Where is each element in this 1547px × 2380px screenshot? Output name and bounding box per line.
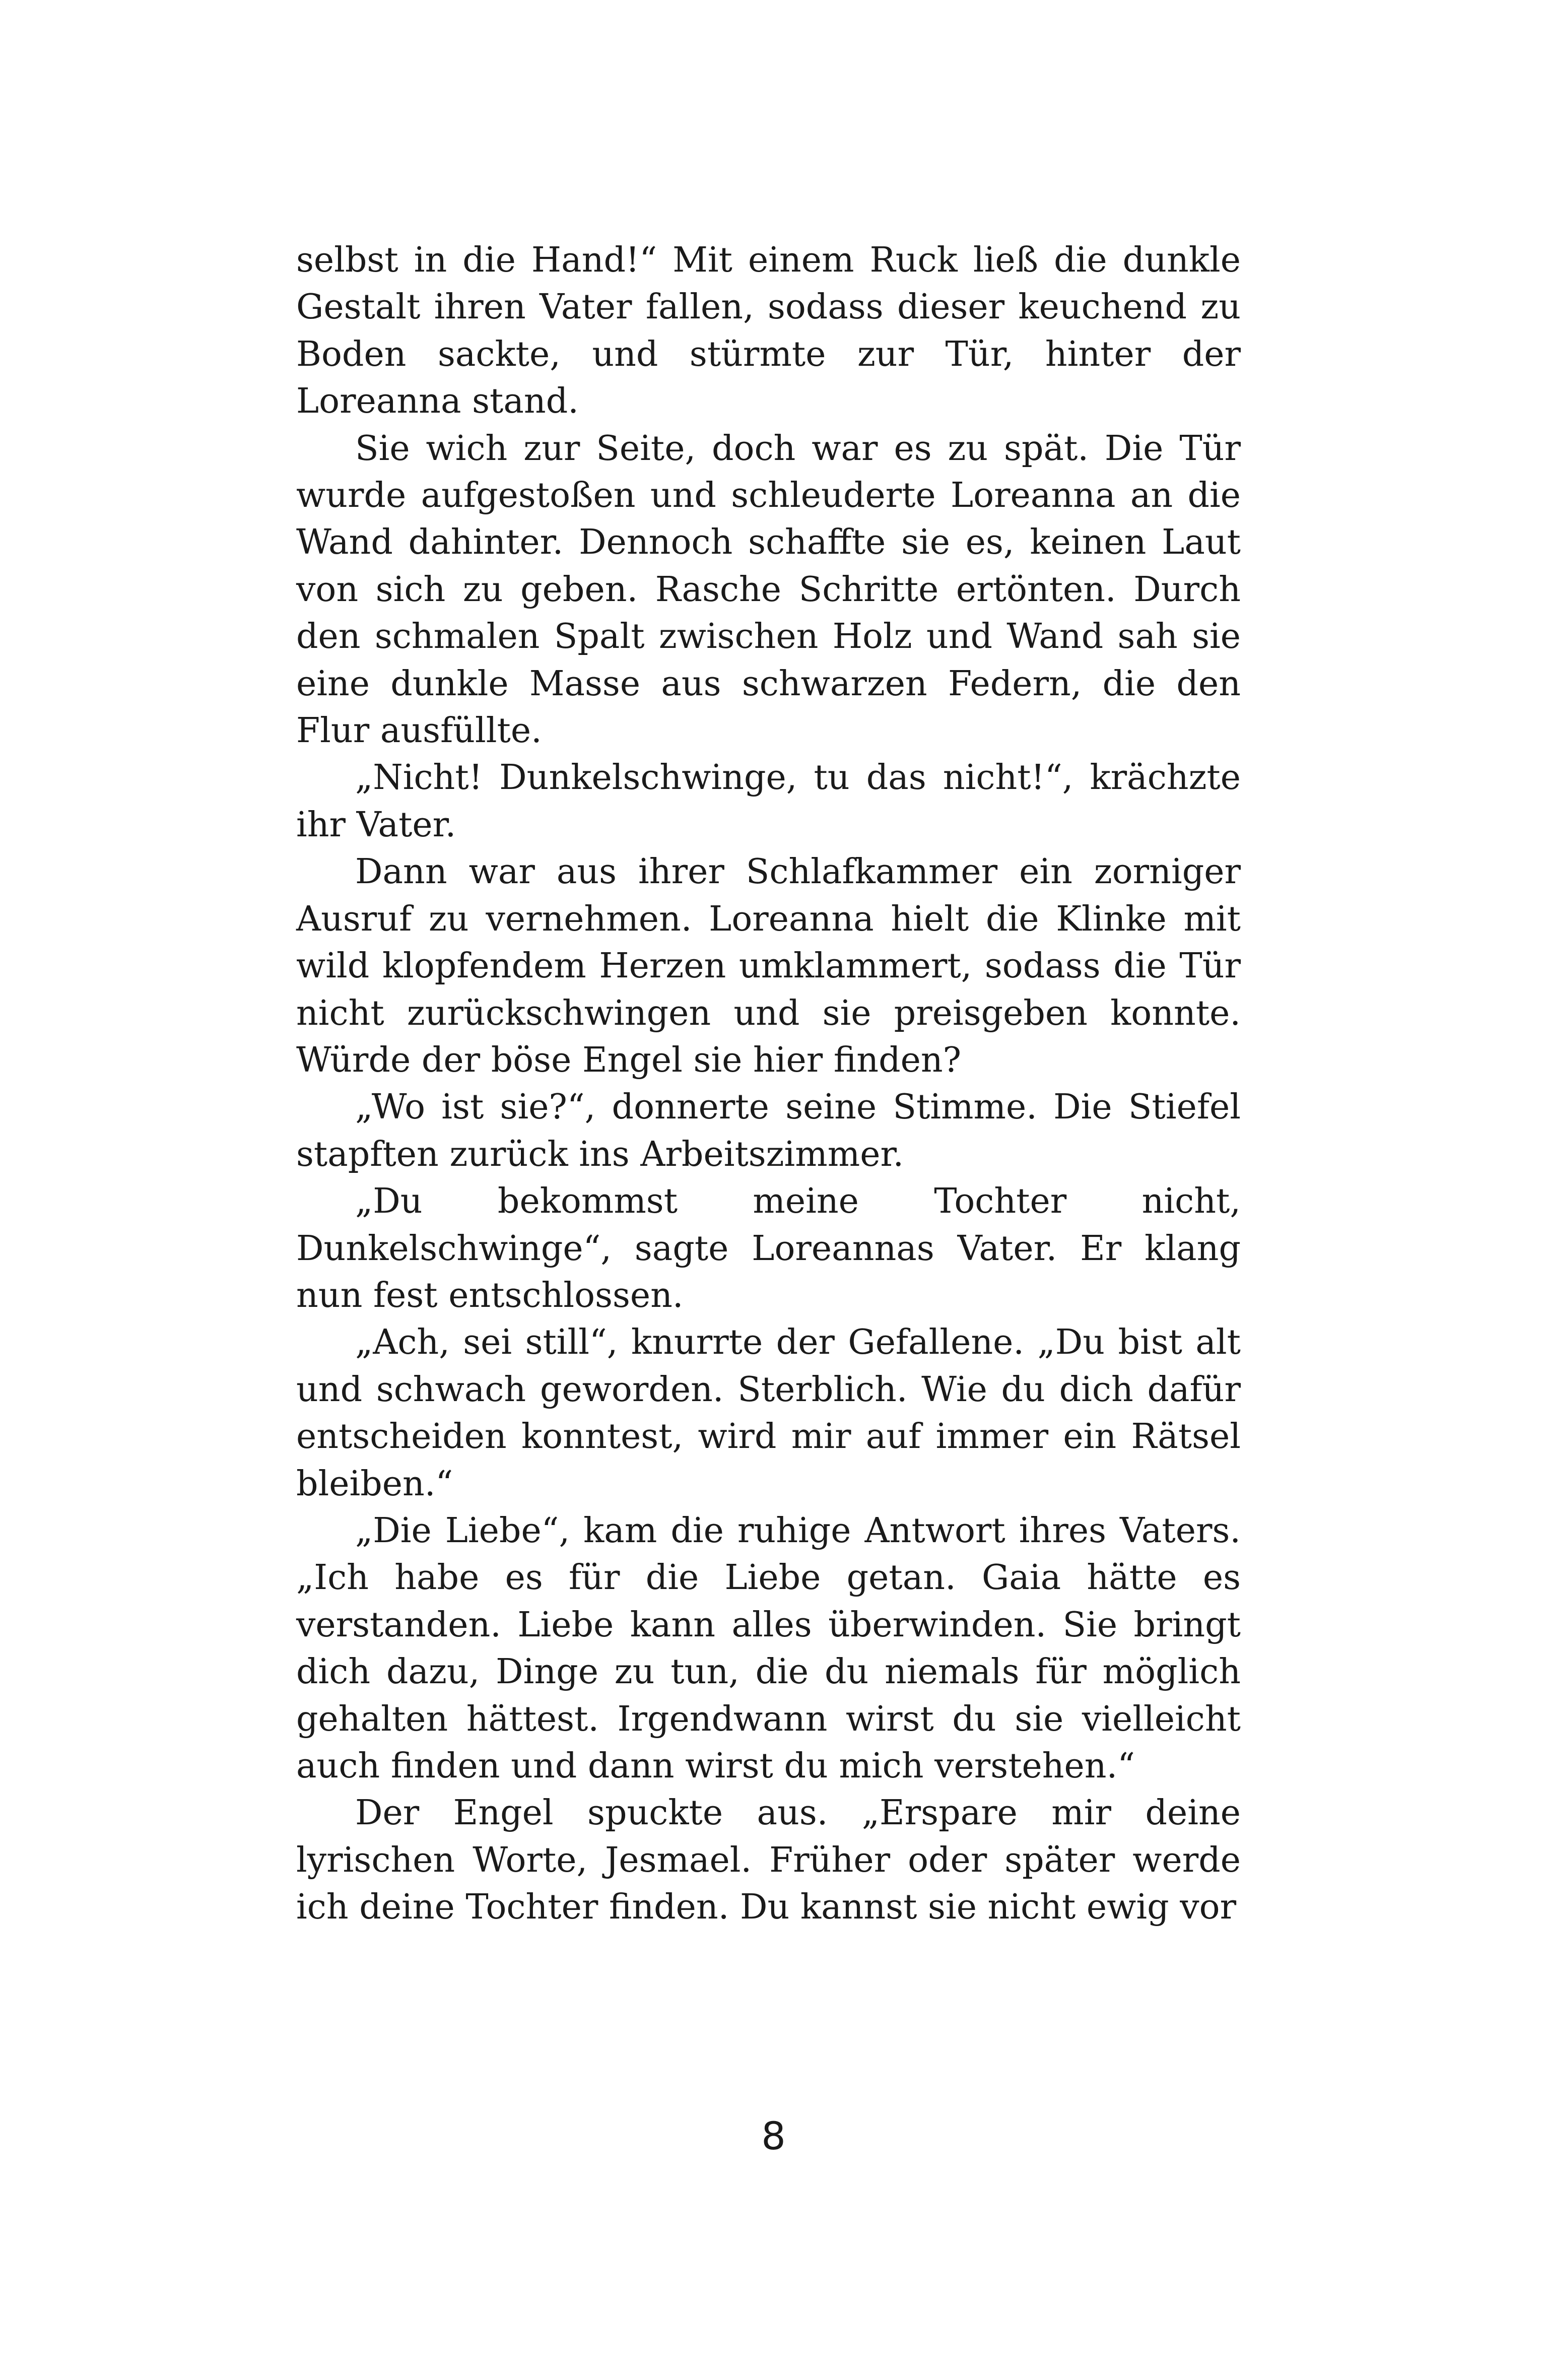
paragraph: Der Engel spuckte aus. „Erspare mir deine lyrischen Worte, Jesmael. Früher oder später werde ich deine Tochter finden. Du kannst sie nicht ewig vor [296,1793,1241,1928]
paragraph: Dann war aus ihrer Schlafkammer ein zorniger Ausruf zu vernehmen. Loreanna hielt die Klinke mit wild klopfendem Herzen umklammert, sodass die Tür nicht zurückschwingen und sie preisgeben konnte. Würde der böse Engel sie hier finden? [296,852,1241,1080]
paragraph: „Nicht! Dunkelschwinge, tu das nicht!“, krächzte ihr Vater. [296,758,1241,845]
paragraph: Sie wich zur Seite, doch war es zu spät. Die Tür wurde aufgestoßen und schleuderte Loreanna an die Wand dahinter. Dennoch schaffte sie es, keinen Laut von sich zu geben. Rasche Schritte ertönten. Durch den schmalen Spalt zwischen Holz und Wand sah sie eine dunkle Masse aus schwarzen Federn, die den Flur ausfüllte. [296,428,1241,751]
paragraph: „Wo ist sie?“, donnerte seine Stimme. Die Stiefel stapften zurück ins Arbeitszimmer. [296,1087,1241,1174]
paragraph: „Ach, sei still“, knurrte der Gefallene. „Du bist alt und schwach geworden. Sterblich. Wie du dich dafür entscheiden konntest, wird mir auf immer ein Rätsel bleiben.“ [296,1323,1241,1504]
page-number: 8 [761,2113,786,2158]
paragraph: selbst in die Hand!“ Mit einem Ruck ließ die dunkle Gestalt ihren Vater fallen, sodass dieser keuchend zu Boden sackte, und stürmte zur Tür, hinter der Loreanna stand. [296,240,1241,422]
paragraph: „Du bekommst meine Tochter nicht, Dunkelschwinge“, sagte Loreannas Vater. Er klang nun fest entschlossen. [296,1181,1241,1315]
paragraph: „Die Liebe“, kam die ruhige Antwort ihres Vaters. „Ich habe es für die Liebe getan. Gaia hätte es verstanden. Liebe kann alles überwinden. Sie bringt dich dazu, Dinge zu tun, die du niemals für möglich gehalten hättest. Irgendwann wirst du sie vielleicht auch finden und dann wirst du mich verstehen.“ [296,1510,1241,1786]
body-text [296,237,1241,1931]
